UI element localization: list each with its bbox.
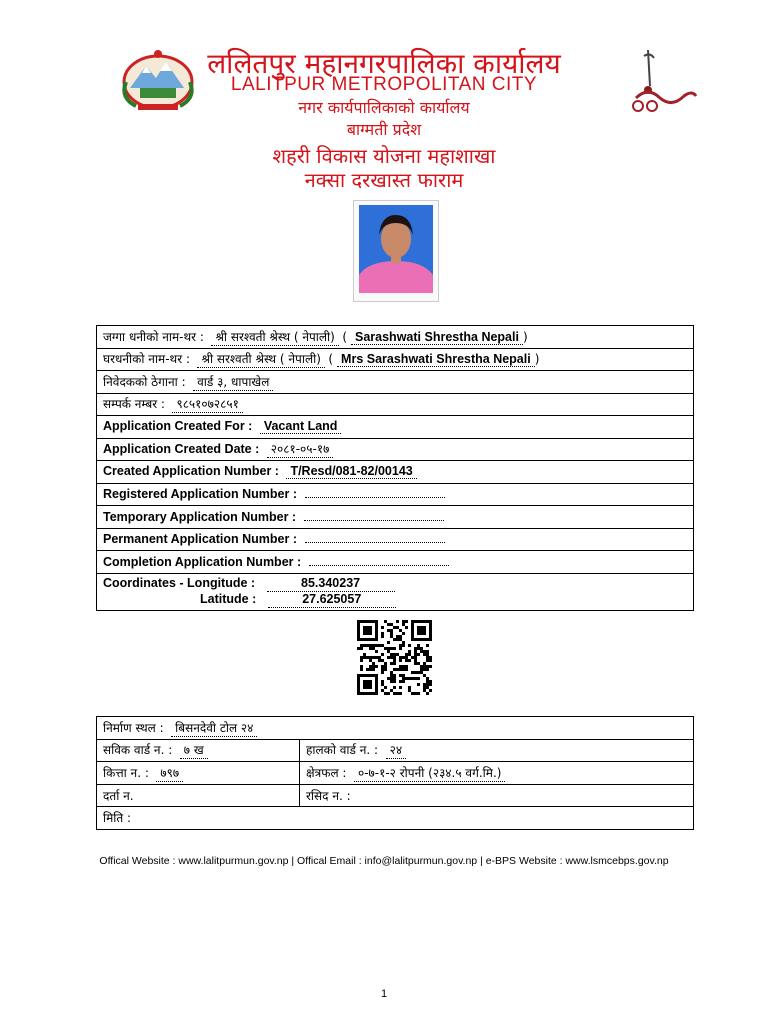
created-number-value: T/Resd/081-82/00143 [286,464,416,479]
completion-number-blank [309,555,449,566]
land-owner-name-np: श्री सरश्वती श्रेस्थ ( नेपाली) [211,328,338,346]
registered-number-row [97,483,694,506]
address-value: वार्ड ३, धापाखेल [193,373,273,391]
latitude-label: Latitude : [200,591,257,606]
permanent-number-blank [305,532,445,543]
created-date-row [97,438,694,461]
darta-row [97,784,694,807]
temporary-number-blank [304,510,444,521]
page-number: 1 [380,988,388,1000]
area-label: क्षेत्रफल : [306,765,347,780]
contact-value: ९८५१०७२८५१ [172,395,242,413]
latitude-value: 27.625057 [268,592,396,608]
registered-number-label: Registered Application Number : [103,487,298,502]
created-date-label: Application Created Date : [103,442,260,457]
land-owner-name-en: Sarashwati Shrestha Nepali [351,330,523,345]
created-date-value: २०८१-०५-१७ [267,440,334,458]
miti-label: मिति : [103,811,132,826]
old-ward-label: सविक वार्ड न. : [103,743,173,758]
coordinates-row [97,573,694,610]
longitude-value: 85.340237 [267,576,395,592]
office-title-english: LALITPUR METROPOLITAN CITY [230,74,538,95]
site-details-table [96,716,694,830]
form-title: नक्सा दरखास्त फाराम [304,168,464,192]
house-owner-name-np: श्री सरश्वती श्रेस्थ ( नेपाली) [197,350,324,368]
current-ward-value: २४ [386,741,406,759]
qr-code [357,620,435,696]
contact-row [97,393,694,416]
created-for-label: Application Created For : [103,419,253,434]
current-ward-label: हालको वार्ड न. : [306,743,379,758]
house-owner-row: घरधनीको नाम-थर : श्री सरश्वती श्रेस्थ ( नेपाली) ( Mrs Sarashwati Shrestha Nepali ) [97,348,694,371]
temporary-number-row [97,506,694,529]
temporary-number-label: Temporary Application Number : [103,509,297,524]
completion-number-row [97,551,694,574]
land-owner-row: जग्गा धनीको नाम-थर : श्री सरश्वती श्रेस्थ ( नेपाली) ( Sarashwati Shrestha Nepali ) [97,326,694,349]
darta-label: दर्ता न. [103,788,134,803]
location-label: निर्माण स्थल : [103,720,164,735]
application-details-table [96,325,694,611]
location-value: बिसनदेवी टोल २४ [171,719,257,737]
area-value: ०-७-१-२ रोपनी (२३४.५ वर्ग.मि.) [354,764,505,782]
kitta-label: कित्ता न. : [103,765,149,780]
old-ward-value: ७ ख [180,741,208,759]
coordinates-label: Coordinates - [103,575,184,590]
office-title-nepali: ललितपुर महानगरपालिका कार्यालय [207,47,561,80]
address-label: निवेदकको ठेगाना : [103,374,186,389]
created-for-row [97,416,694,439]
longitude-label: Longitude : [187,575,256,590]
province-name: बाग्मती प्रदेश [346,120,422,139]
contact-label: सम्पर्क नम्बर : [103,397,165,412]
created-for-value: Vacant Land [260,419,342,434]
rasid-label: रसिद न. : [306,788,351,803]
kitta-value: ७९७ [156,764,183,782]
permanent-number-label: Permanent Application Number : [103,532,298,547]
created-number-row [97,461,694,484]
permanent-number-row [97,528,694,551]
completion-number-label: Completion Application Number : [103,554,302,569]
applicant-photo [359,205,433,293]
location-row [97,717,694,740]
land-owner-label: जग्गा धनीको नाम-थर : [103,329,204,344]
house-owner-label: घरधनीको नाम-थर : [103,352,190,367]
kitta-row [97,762,694,785]
address-row [97,371,694,394]
created-number-label: Created Application Number : [103,464,279,479]
office-subtitle: नगर कार्यपालिकाको कार्यालय [298,98,470,117]
footer-links: Offical Website : www.lalitpurmun.gov.np | Offical Email : info@lalitpurmun.gov.np | e-BPS Website : www.lsmcebps.gov.np [99,855,669,867]
house-owner-name-en: Mrs Sarashwati Shrestha Nepali [337,352,535,367]
miti-row [97,807,694,830]
division-name: शहरी विकास योजना महाशाखा [272,144,496,168]
registered-number-blank [305,487,445,498]
ward-row [97,739,694,762]
